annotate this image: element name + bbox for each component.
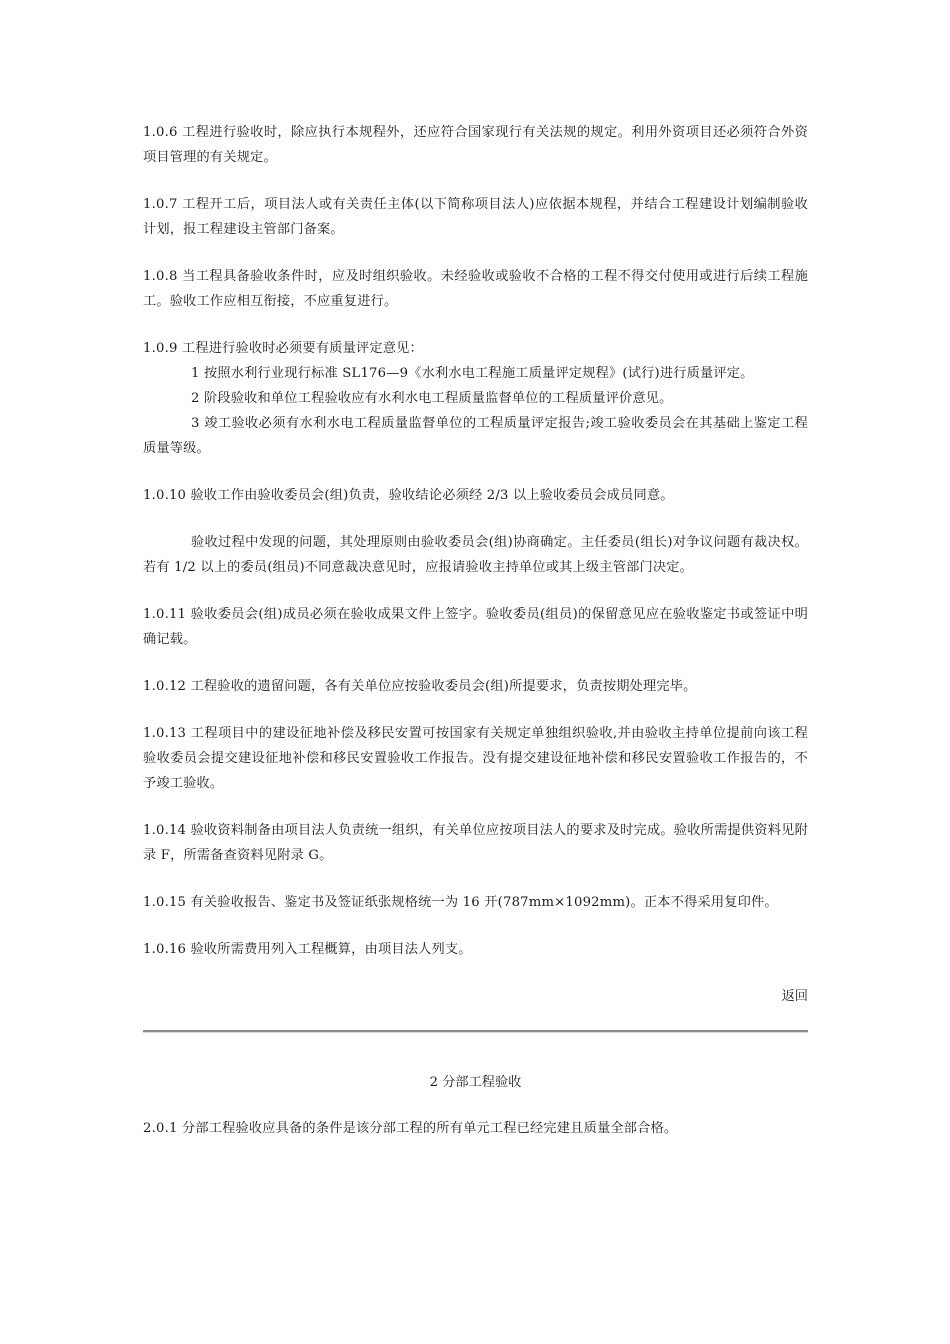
- document-body: [143, 120, 808, 1163]
- clause-1-0-14: 1.0.14 验收资料制备由项目法人负责统一组织，有关单位应按项目法人的要求及时完成。验收所需提供资料见附录 F，所需备查资料见附录 G。: [143, 823, 808, 863]
- clause-1-0-16: 1.0.16 验收所需费用列入工程概算，由项目法人列支。: [143, 942, 472, 957]
- clause-1-0-8: 1.0.8 当工程具备验收条件时，应及时组织验收。未经验收或验收不合格的工程不得交付使用或进行后续工程施工。验收工作应相互衔接，不应重复进行。: [143, 269, 808, 309]
- clause-1-0-7: 1.0.7 工程开工后，项目法人或有关责任主体(以下简称项目法人)应依据本规程，并结合工程建设计划编制验收计划，报工程建设主管部门备案。: [143, 197, 808, 237]
- clause-1-0-10-continued: 验收过程中发现的问题，其处理原则由验收委员会(组)协商确定。主任委员(组长)对争议问题有裁决权。若有 1/2 以上的委员(组员)不同意裁决意见时，应报请验收主持单位或其上级主管部门决定。: [143, 535, 808, 575]
- section-2-heading: 2 分部工程验收: [429, 1075, 522, 1090]
- back-link[interactable]: 返回: [781, 989, 808, 1004]
- clause-1-0-9: 1.0.9 工程进行验收时必须要有质量评定意见：: [143, 341, 423, 356]
- clause-1-0-11: 1.0.11 验收委员会(组)成员必须在验收成果文件上签字。验收委员(组员)的保留意见应在验收鉴定书或签证中明确记载。: [143, 607, 808, 647]
- clause-1-0-9-item-1: 1 按照水利行业现行标准 SL176—9《水利水电工程施工质量评定规程》(试行)进行质量评定。: [191, 366, 754, 381]
- clause-2-0-1: 2.0.1 分部工程验收应具备的条件是该分部工程的所有单元工程已经完建且质量全部合格。: [143, 1121, 678, 1136]
- section-divider: [143, 1030, 808, 1033]
- clause-1-0-12: 1.0.12 工程验收的遗留问题，各有关单位应按验收委员会(组)所提要求，负责按期处理完毕。: [143, 679, 697, 694]
- clause-1-0-9-item-2: 2 阶段验收和单位工程验收应有水利水电工程质量监督单位的工程质量评价意见。: [191, 391, 673, 406]
- clause-1-0-13: 1.0.13 工程项目中的建设征地补偿及移民安置可按国家有关规定单独组织验收,并由验收主持单位提前向该工程验收委员会提交建设征地补偿和移民安置验收工作报告。没有提交建设征地补偿和移民安置验收工作报告的，不予竣工验收。: [143, 726, 808, 791]
- clause-1-0-15: 1.0.15 有关验收报告、鉴定书及签证纸张规格统一为 16 开(787mm×1092mm)。正本不得采用复印件。: [143, 895, 778, 910]
- clause-1-0-9-item-3: 3 竣工验收必须有水利水电工程质量监督单位的工程质量评定报告;竣工验收委员会在其基础上鉴定工程质量等级。: [143, 416, 808, 456]
- clause-1-0-10: 1.0.10 验收工作由验收委员会(组)负责，验收结论必须经 2/3 以上验收委员会成员同意。: [143, 488, 674, 503]
- clause-1-0-6: 1.0.6 工程进行验收时，除应执行本规程外，还应符合国家现行有关法规的规定。利用外资项目还必须符合外资项目管理的有关规定。: [143, 125, 808, 165]
